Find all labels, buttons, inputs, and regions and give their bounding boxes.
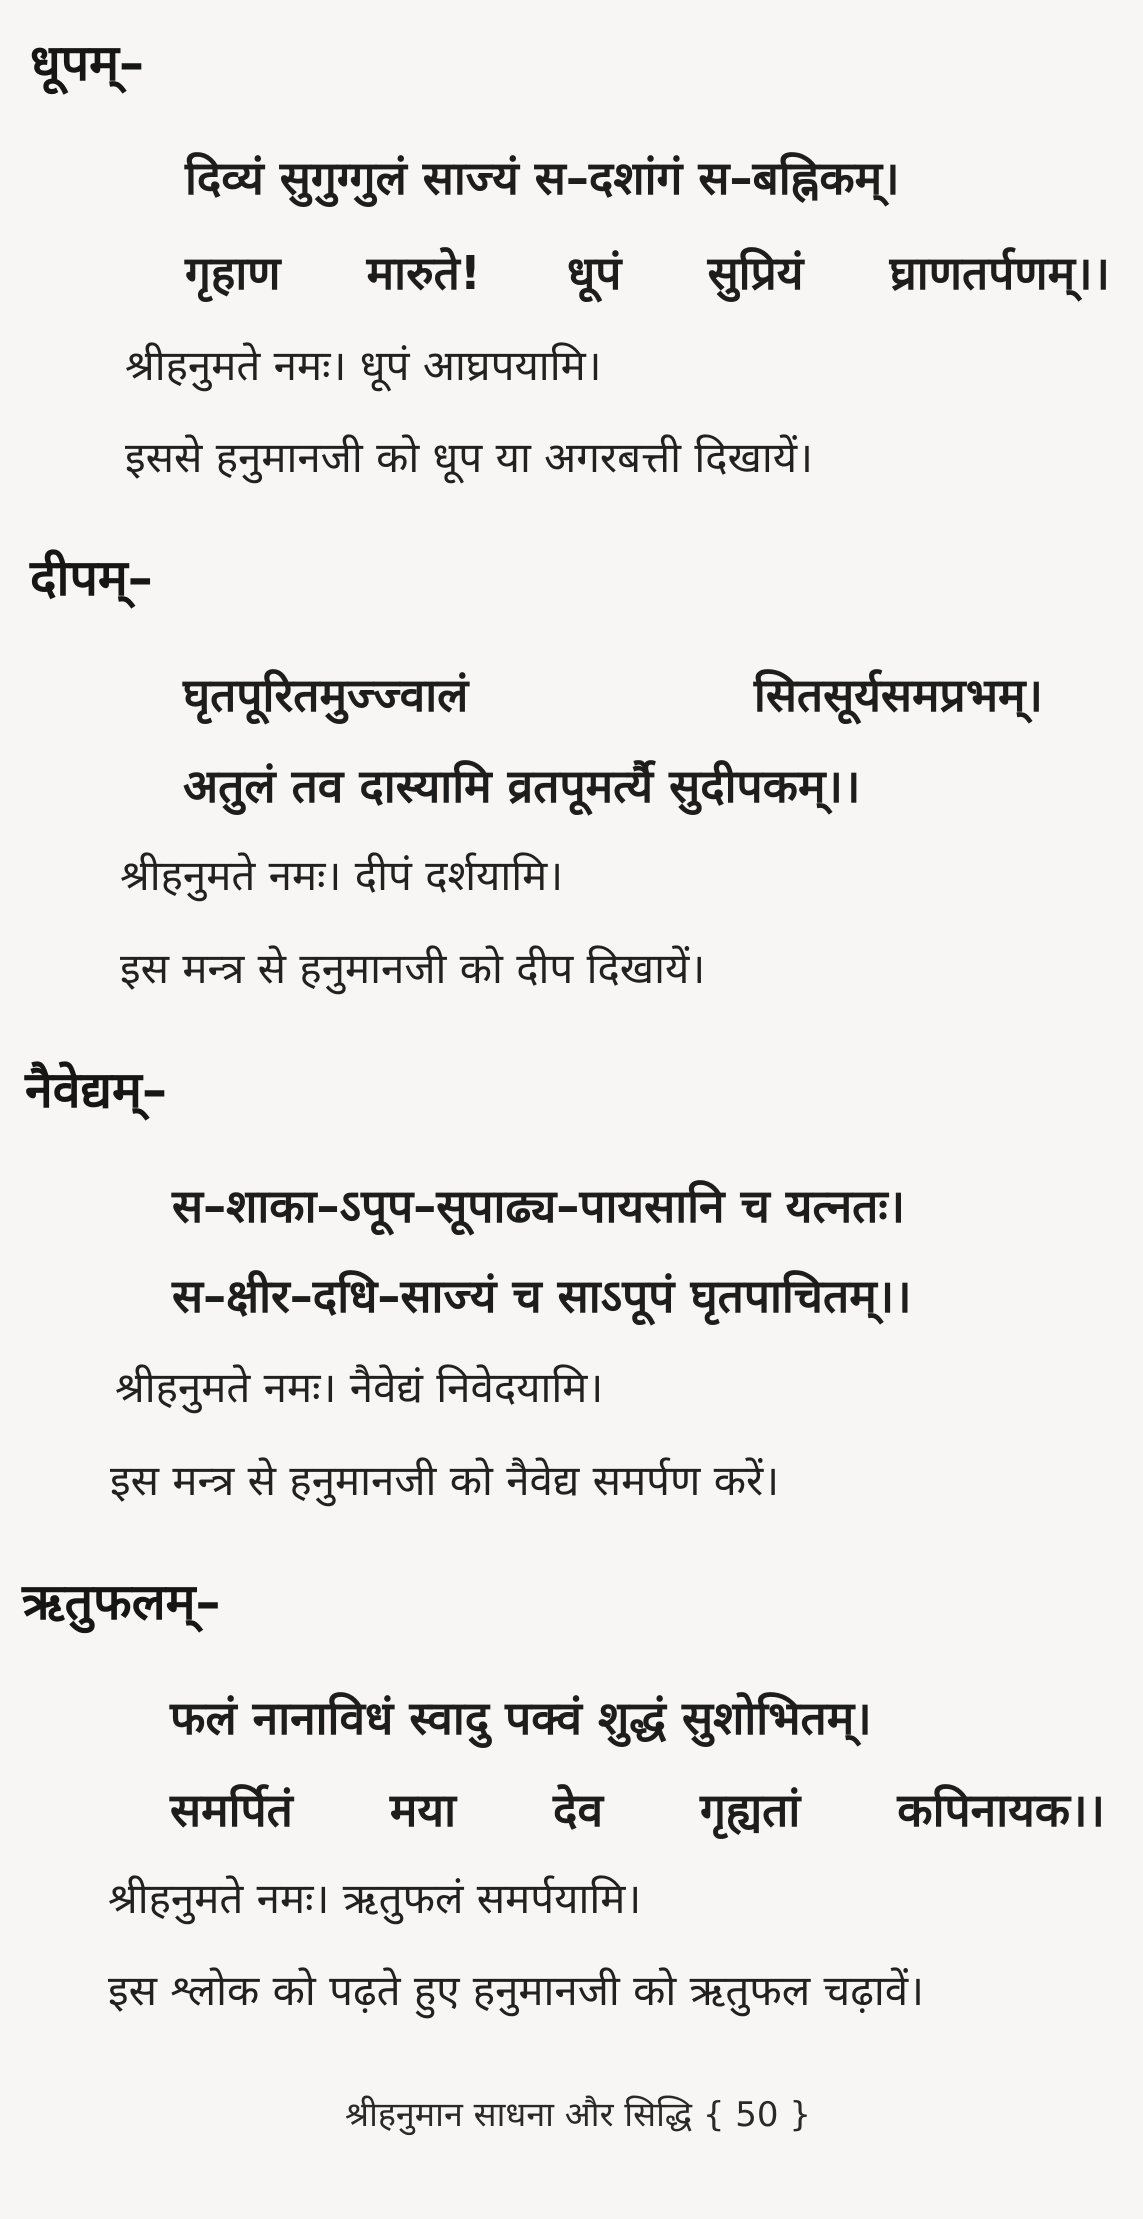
- page-footer: श्रीहनुमान साधना और सिद्धि { 50 }: [345, 2095, 812, 2135]
- verse-line: [183, 668, 1043, 722]
- verse-line: स–शाका–ऽपूप–सूपाढ्य–पायसानि च यत्नतः।: [172, 1179, 906, 1233]
- instruction-line: इस मन्त्र से हनुमानजी को दीप दिखायें।: [120, 944, 706, 993]
- verse-word: गृहाण: [185, 246, 281, 300]
- instruction-line: इस श्लोक को पढ़ते हुए हनुमानजी को ऋतुफल चढ़ावें।: [108, 1966, 925, 2015]
- verse-line: दिव्यं सुगुग्गुलं साज्यं स–दशांगं स–बह्निकम्।: [185, 151, 900, 205]
- verse-word: समर्पितं: [170, 1783, 293, 1837]
- verse-word: गृह्यतां: [700, 1783, 801, 1837]
- mantra-line: श्रीहनुमते नमः। दीपं दर्शयामि।: [120, 851, 564, 900]
- verse-line: स–क्षीर–दधि–साज्यं च साऽपूपं घृतपाचितम्।।: [172, 1269, 912, 1323]
- verse-word: घृतपूरितमुज्ज्वालं: [183, 668, 469, 722]
- section-heading-naivedyam: नैवेद्यम्–: [25, 1061, 167, 1119]
- verse-word: सितसूर्यसमप्रभम्।: [753, 668, 1043, 722]
- mantra-line: श्रीहनुमते नमः। धूपं आघ्रपयामि।: [125, 341, 602, 390]
- verse-word: कपिनायक।।: [897, 1783, 1105, 1837]
- instruction-line: इससे हनुमानजी को धूप या अगरबत्ती दिखायें।: [125, 433, 814, 482]
- verse-word: मारुते!: [366, 246, 481, 300]
- verse-line: अतुलं तव दास्यामि व्रतपूमर्त्यै सुदीपकम्।।: [183, 759, 861, 813]
- verse-line: फलं नानाविधं स्वादु पक्वं शुद्धं सुशोभितम्।: [170, 1691, 872, 1745]
- verse-word: मया: [389, 1783, 456, 1837]
- instruction-line: इस मन्त्र से हनुमानजी को नैवेद्य समर्पण करें।: [110, 1456, 780, 1505]
- verse-word: धूपं: [566, 246, 622, 300]
- verse-word: देव: [553, 1783, 604, 1837]
- verse-line: [185, 246, 1110, 300]
- verse-word: सुप्रियं: [707, 246, 804, 300]
- mantra-line: श्रीहनुमते नमः। नैवेद्यं निवेदयामि।: [115, 1363, 604, 1412]
- verse-word: घ्राणतर्पणम्।।: [889, 246, 1110, 300]
- section-heading-deepam: दीपम्–: [30, 549, 153, 607]
- mantra-line: श्रीहनुमते नमः। ऋतुफलं समर्पयामि।: [108, 1874, 642, 1923]
- section-heading-ritupahalam: ऋतुफलम्–: [22, 1573, 221, 1631]
- section-heading-dhoopam: धूपम्–: [30, 34, 145, 92]
- verse-line: [170, 1783, 1105, 1837]
